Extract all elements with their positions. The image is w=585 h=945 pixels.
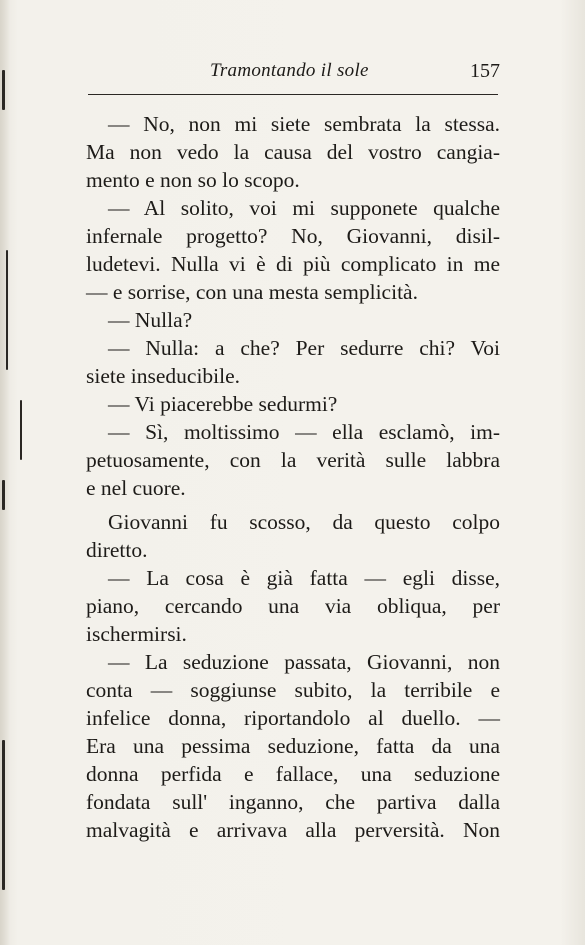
text-line: — No, non mi siete sembrata la stessa. — [108, 112, 500, 136]
text-line: fondata sull' inganno, che partiva dalla — [86, 790, 500, 814]
text-line: e nel cuore. — [86, 476, 186, 500]
text-line: — e sorrise, con una mesta semplicità. — [86, 280, 418, 304]
text-line: piano, cercando una via obliqua, per — [86, 594, 500, 618]
text-line: petuosamente, con la verità sulle labbra — [86, 448, 500, 472]
binding-mark — [2, 70, 5, 110]
body-text — [86, 110, 500, 844]
text-line: — Al solito, voi mi supponete qualche — [108, 196, 500, 220]
text-line: Giovanni fu scosso, da questo colpo — [108, 510, 500, 534]
text-line: conta — soggiunse subito, la terribile e — [86, 678, 500, 702]
text-line: Era una pessima seduzione, fatta da una — [86, 734, 500, 758]
text-line: diretto. — [86, 538, 148, 562]
text-line: — Vi piacerebbe sedurmi? — [108, 392, 338, 416]
text-line: mento e non so lo scopo. — [86, 168, 300, 192]
text-line: infernale progetto? No, Giovanni, disil- — [86, 224, 500, 248]
text-line: donna perfida e fallace, una seduzione — [86, 762, 500, 786]
binding-mark — [2, 740, 5, 890]
binding-mark — [2, 480, 5, 510]
text-line: — La seduzione passata, Giovanni, non — [108, 650, 500, 674]
running-title: Tramontando il sole — [210, 60, 369, 81]
text-line: — Nulla? — [108, 308, 193, 332]
text-line: — Sì, moltissimo — ella esclamò, im- — [108, 420, 500, 444]
binding-mark — [20, 400, 22, 460]
page-number: 157 — [470, 60, 500, 82]
text-line: Ma non vedo la causa del vostro cangia- — [86, 140, 500, 164]
header-rule — [88, 94, 498, 95]
page-header — [86, 60, 500, 94]
text-line: infelice donna, riportandolo al duello. — — [86, 706, 500, 730]
text-line: — La cosa è già fatta — egli disse, — [108, 566, 500, 590]
text-line: malvagità e arrivava alla perversità. Non — [86, 818, 500, 842]
text-line: ludetevi. Nulla vi è di più complicato in me — [86, 252, 500, 276]
text-line: — Nulla: a che? Per sedurre chi? Voi — [108, 336, 500, 360]
text-line: siete inseducibile. — [86, 364, 241, 388]
text-line: ischermirsi. — [86, 622, 187, 646]
binding-mark — [6, 250, 8, 370]
